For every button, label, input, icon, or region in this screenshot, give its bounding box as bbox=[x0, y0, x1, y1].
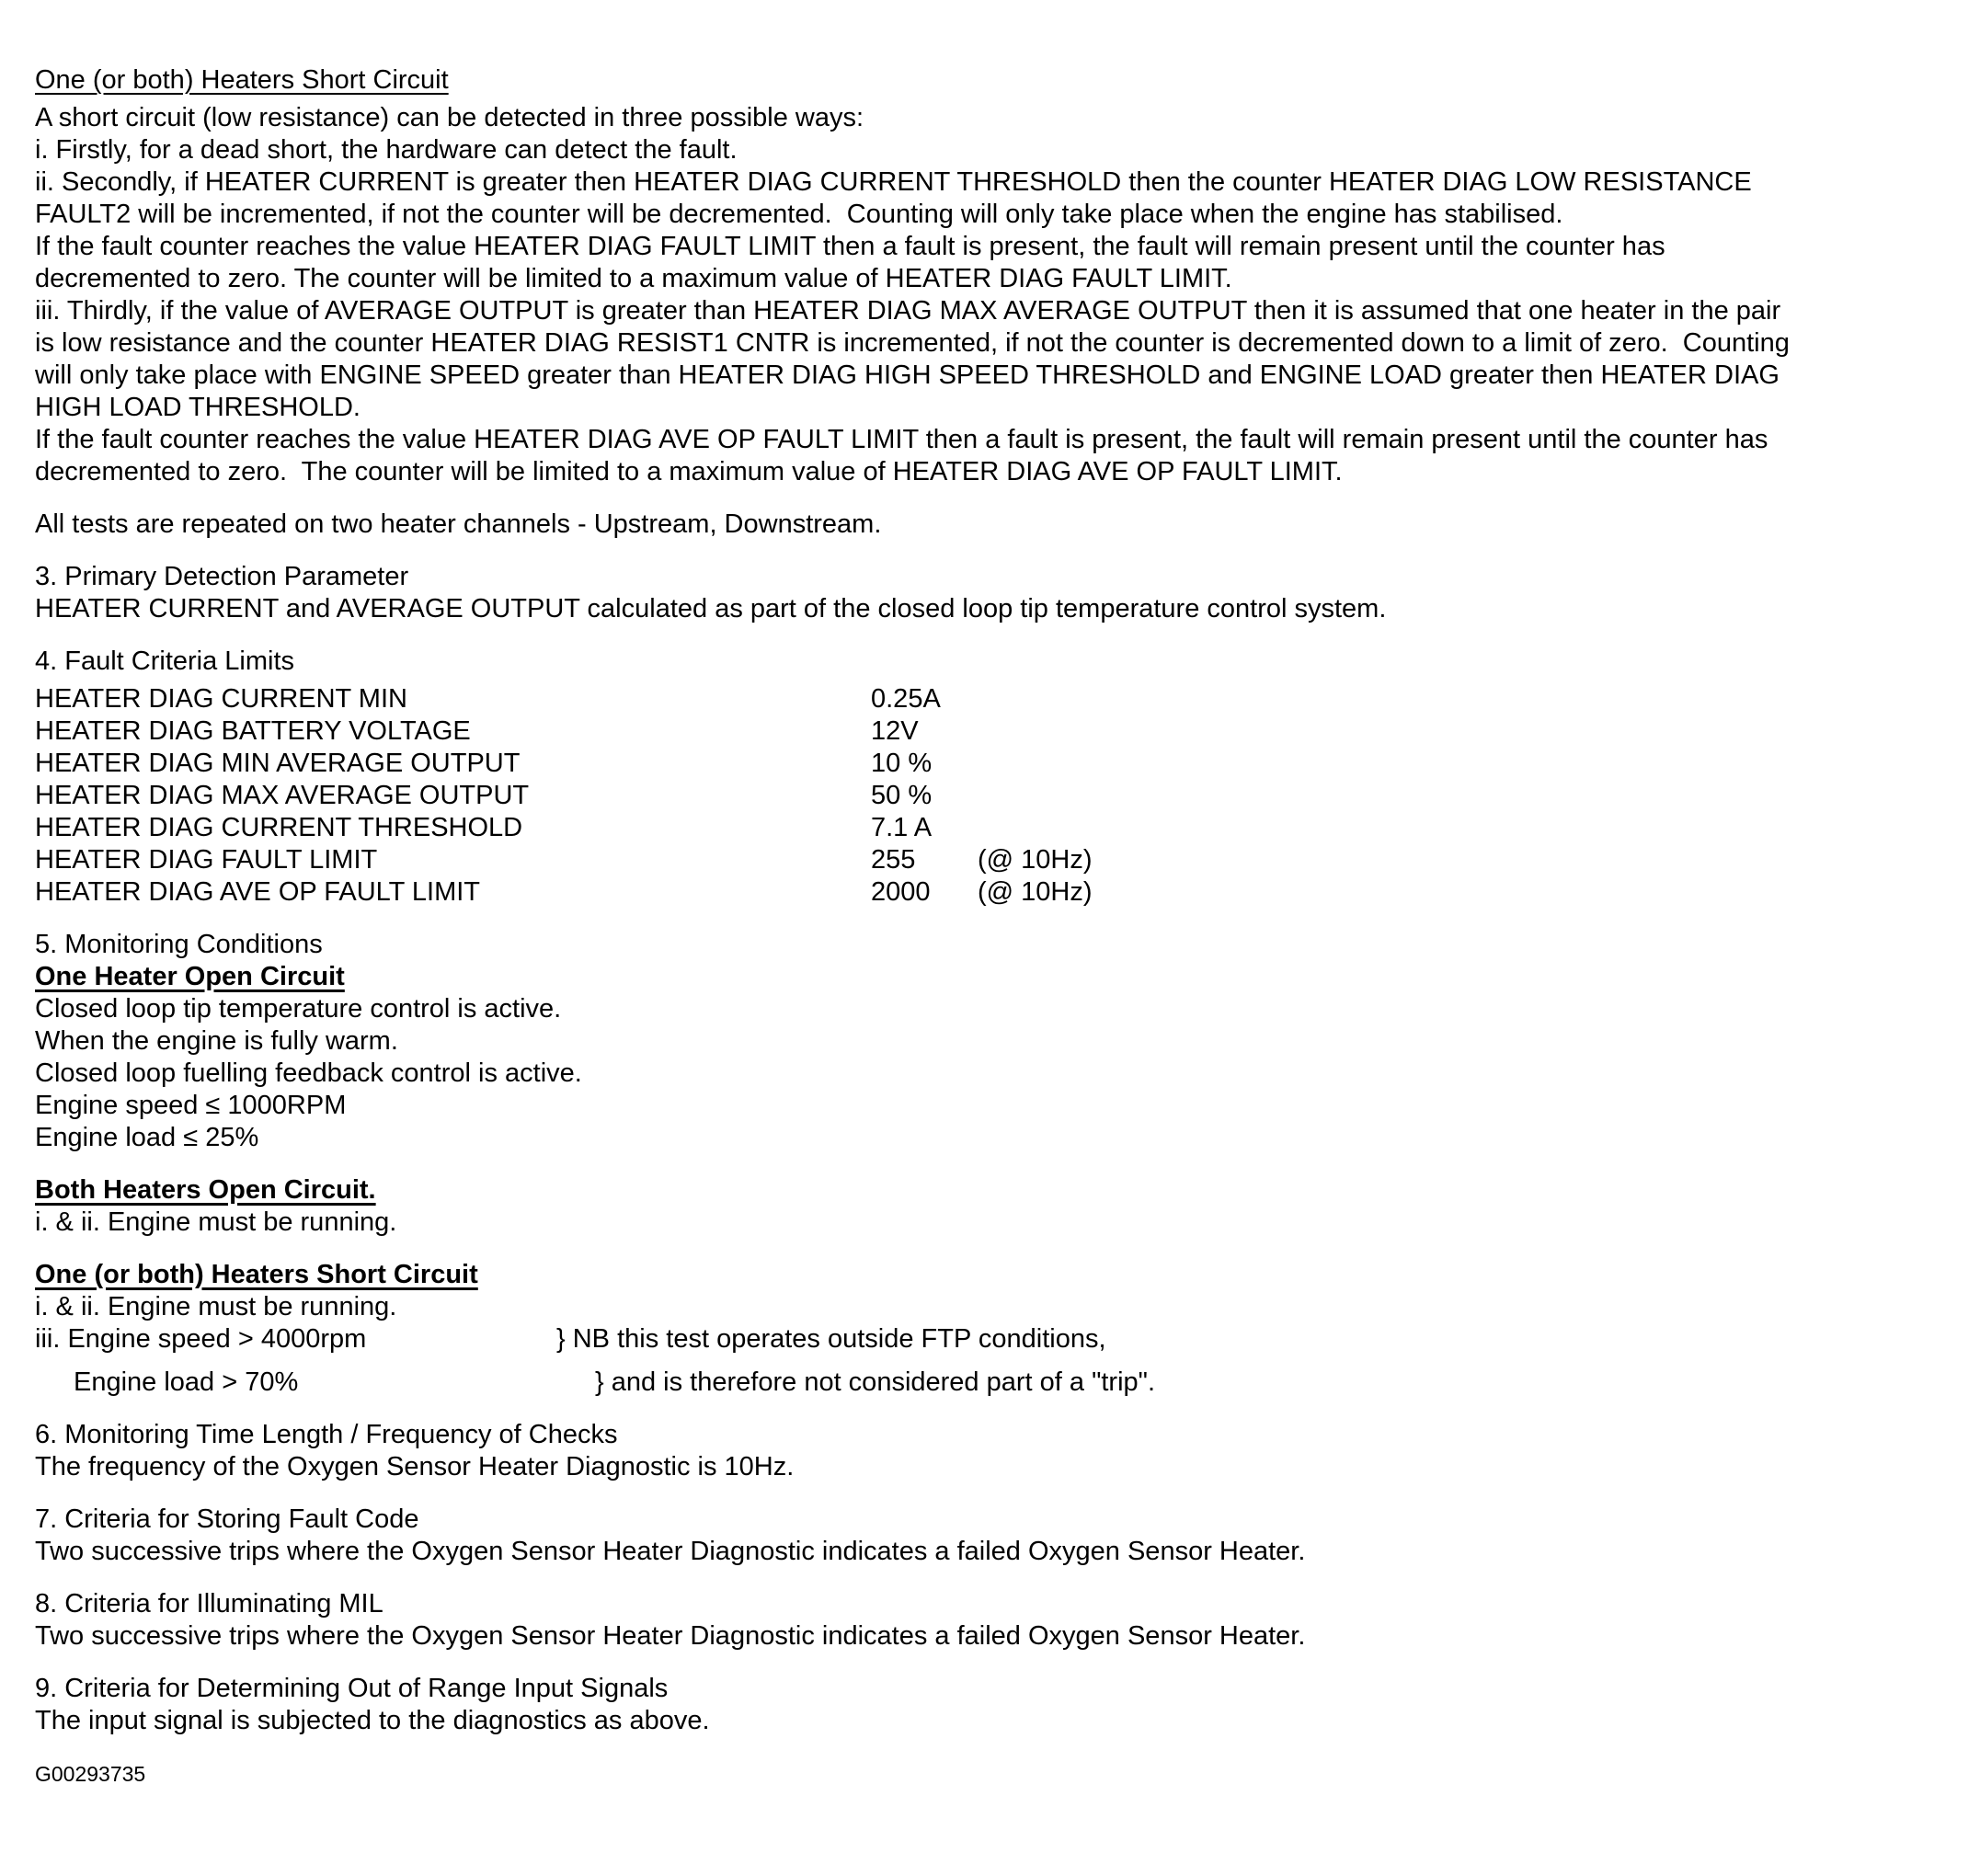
section-8-illuminating-mil-line-1: Two successive trips where the Oxygen Sensor Heater Diagnostic indicates a failed Oxygen Sensor Heater. bbox=[35, 1621, 1306, 1651]
table-row bbox=[35, 748, 1965, 780]
section-6-monitoring-time-line-0: 6. Monitoring Time Length / Frequency of Checks bbox=[35, 1420, 618, 1449]
heaters-short-circuit-heading bbox=[35, 1259, 1965, 1291]
section-6-monitoring-time-line-1: The frequency of the Oxygen Sensor Heater Diagnostic is 10Hz. bbox=[35, 1452, 795, 1481]
all-tests-note-line-0: All tests are repeated on two heater channels - Upstream, Downstream. bbox=[35, 509, 882, 539]
row-label: HEATER DIAG MAX AVERAGE OUTPUT bbox=[35, 781, 530, 810]
row-value: 2000 bbox=[871, 877, 931, 907]
one-heater-open-circuit-conditions-line-1: When the engine is fully warm. bbox=[35, 1026, 398, 1056]
condition-row bbox=[35, 1323, 1965, 1356]
short-circuit-detection-paragraph-line-2: ii. Secondly, if HEATER CURRENT is greater then HEATER DIAG CURRENT THRESHOLD then the counter HEATER DIAG LOW RESISTANCE bbox=[35, 167, 1752, 197]
row-label: HEATER DIAG BATTERY VOLTAGE bbox=[35, 716, 471, 746]
short-circuit-detection-paragraph-line-11: decremented to zero. The counter will be limited to a maximum value of HEATER DIAG AVE OP FAULT LIMIT. bbox=[35, 457, 1343, 486]
table-row bbox=[35, 844, 1965, 876]
row-value: 7.1 A bbox=[871, 813, 933, 842]
section-5-heading-line-0: 5. Monitoring Conditions bbox=[35, 930, 323, 959]
short-circuit-speed-load-conditions bbox=[35, 1323, 1965, 1399]
short-circuit-detection-paragraph bbox=[35, 102, 1965, 488]
short-circuit-detection-paragraph-line-1: i. Firstly, for a dead short, the hardware can detect the fault. bbox=[35, 135, 738, 165]
section-3-primary-detection-line-1: HEATER CURRENT and AVERAGE OUTPUT calculated as part of the closed loop tip temperature control system. bbox=[35, 594, 1387, 623]
table-row bbox=[35, 683, 1965, 715]
section-9-out-of-range-line-0: 9. Criteria for Determining Out of Range Input Signals bbox=[35, 1674, 669, 1703]
short-circuit-detection-paragraph-line-4: If the fault counter reaches the value HEATER DIAG FAULT LIMIT then a fault is present, the fault will remain present until the counter has bbox=[35, 232, 1665, 261]
row-note: (@ 10Hz) bbox=[978, 845, 1093, 875]
all-tests-note bbox=[35, 509, 1965, 541]
section-3-primary-detection-line-0: 3. Primary Detection Parameter bbox=[35, 562, 409, 591]
section-5-heading bbox=[35, 929, 1965, 961]
section-4-heading-line-0: 4. Fault Criteria Limits bbox=[35, 646, 295, 676]
both-heaters-open-circuit-heading bbox=[35, 1174, 1965, 1207]
short-circuit-detection-paragraph-line-8: will only take place with ENGINE SPEED greater than HEATER DIAG HIGH SPEED THRESHOLD and ENGINE LOAD greater then HEATER DIAG bbox=[35, 360, 1780, 390]
one-heater-open-circuit-conditions bbox=[35, 993, 1965, 1154]
row-label: HEATER DIAG FAULT LIMIT bbox=[35, 845, 378, 875]
section-4-heading bbox=[35, 646, 1965, 678]
row-value: 255 bbox=[871, 845, 916, 875]
both-heaters-open-circuit-conditions bbox=[35, 1207, 1965, 1239]
condition-note: } and is therefore not considered part of a "trip". bbox=[595, 1367, 1155, 1397]
condition-row bbox=[35, 1367, 1965, 1399]
short-circuit-detection-paragraph-line-10: If the fault counter reaches the value HEATER DIAG AVE OP FAULT LIMIT then a fault is present, the fault will remain present until the counter has bbox=[35, 425, 1768, 454]
both-heaters-open-circuit-conditions-line-0: i. & ii. Engine must be running. bbox=[35, 1207, 397, 1237]
footer-document-id: G00293735 bbox=[35, 1762, 146, 1786]
row-note: (@ 10Hz) bbox=[978, 877, 1093, 907]
condition-note: } NB this test operates outside FTP conditions, bbox=[556, 1324, 1106, 1354]
table-row bbox=[35, 780, 1965, 812]
short-circuit-detection-paragraph-line-0: A short circuit (low resistance) can be detected in three possible ways: bbox=[35, 103, 864, 132]
section-8-illuminating-mil bbox=[35, 1588, 1965, 1653]
condition-left: Engine load > 70% bbox=[74, 1367, 299, 1397]
heaters-short-circuit-conditions bbox=[35, 1291, 1965, 1323]
section-7-storing-fault-code bbox=[35, 1504, 1965, 1568]
section-8-illuminating-mil-line-0: 8. Criteria for Illuminating MIL bbox=[35, 1589, 383, 1619]
table-row bbox=[35, 812, 1965, 844]
section-7-storing-fault-code-line-0: 7. Criteria for Storing Fault Code bbox=[35, 1504, 419, 1534]
condition-left: iii. Engine speed > 4000rpm bbox=[35, 1324, 367, 1354]
table-row bbox=[35, 715, 1965, 748]
short-circuit-detection-paragraph-line-7: is low resistance and the counter HEATER DIAG RESIST1 CNTR is incremented, if not the counter is decremented down to a limit of zero. Counting bbox=[35, 328, 1790, 358]
one-heater-open-circuit-conditions-line-0: Closed loop tip temperature control is active. bbox=[35, 994, 562, 1024]
section-6-monitoring-time bbox=[35, 1419, 1965, 1483]
row-value: 50 % bbox=[871, 781, 933, 810]
short-circuit-detection-paragraph-line-9: HIGH LOAD THRESHOLD. bbox=[35, 393, 361, 422]
row-label: HEATER DIAG MIN AVERAGE OUTPUT bbox=[35, 749, 521, 778]
doc-title bbox=[35, 64, 1965, 97]
one-heater-open-circuit-heading-text: One Heater Open Circuit bbox=[35, 962, 345, 991]
heaters-short-circuit-heading-text: One (or both) Heaters Short Circuit bbox=[35, 1260, 478, 1289]
row-value: 12V bbox=[871, 716, 919, 746]
row-label: HEATER DIAG CURRENT MIN bbox=[35, 684, 407, 714]
short-circuit-detection-paragraph-line-6: iii. Thirdly, if the value of AVERAGE OUTPUT is greater than HEATER DIAG MAX AVERAGE OUTPUT then it is assumed that one heater in the pair bbox=[35, 296, 1781, 326]
row-label: HEATER DIAG AVE OP FAULT LIMIT bbox=[35, 877, 480, 907]
row-label: HEATER DIAG CURRENT THRESHOLD bbox=[35, 813, 523, 842]
table-row bbox=[35, 876, 1965, 909]
short-circuit-detection-paragraph-line-3: FAULT2 will be incremented, if not the counter will be decremented. Counting will only take place when the engine has stabilised. bbox=[35, 200, 1563, 229]
row-value: 10 % bbox=[871, 749, 933, 778]
one-heater-open-circuit-conditions-line-4: Engine load ≤ 25% bbox=[35, 1123, 259, 1152]
fault-criteria-table bbox=[35, 683, 1965, 909]
section-9-out-of-range-line-1: The input signal is subjected to the diagnostics as above. bbox=[35, 1706, 710, 1735]
short-circuit-detection-paragraph-line-5: decremented to zero. The counter will be limited to a maximum value of HEATER DIAG FAULT LIMIT. bbox=[35, 264, 1232, 293]
one-heater-open-circuit-conditions-line-3: Engine speed ≤ 1000RPM bbox=[35, 1091, 347, 1120]
section-7-storing-fault-code-line-1: Two successive trips where the Oxygen Sensor Heater Diagnostic indicates a failed Oxygen Sensor Heater. bbox=[35, 1537, 1306, 1566]
doc-title-text: One (or both) Heaters Short Circuit bbox=[35, 65, 449, 95]
one-heater-open-circuit-conditions-line-2: Closed loop fuelling feedback control is active. bbox=[35, 1058, 582, 1088]
section-9-out-of-range bbox=[35, 1673, 1965, 1737]
section-3-primary-detection bbox=[35, 561, 1965, 625]
row-value: 0.25A bbox=[871, 684, 941, 714]
one-heater-open-circuit-heading bbox=[35, 961, 1965, 993]
both-heaters-open-circuit-heading-text: Both Heaters Open Circuit. bbox=[35, 1175, 376, 1205]
heaters-short-circuit-conditions-line-0: i. & ii. Engine must be running. bbox=[35, 1292, 397, 1321]
